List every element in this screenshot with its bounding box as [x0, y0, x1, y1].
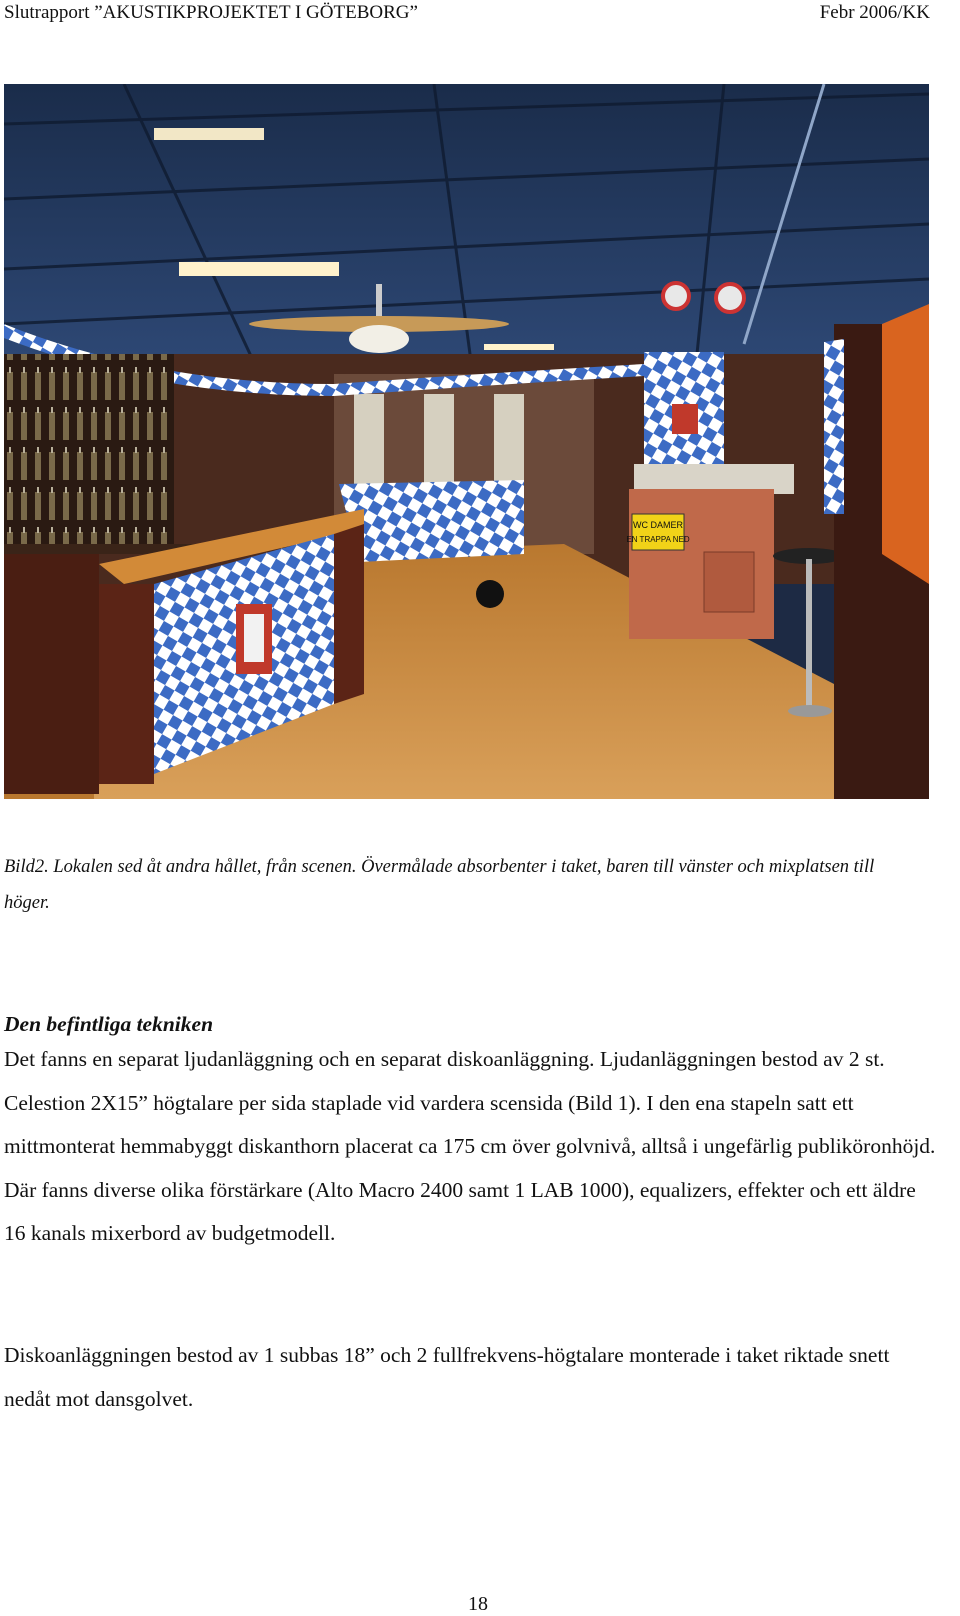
photo-caption: Bild2. Lokalen sed åt andra hållet, från scenen. Övermålade absorbenter i taket, baren till vänster och mixplatsen till höger. — [4, 857, 875, 913]
paragraph-sound-system: Det fanns en separat ljudanläggning och en separat diskoanläggning. Ljudanläggningen bestod av 2 st. Celestion 2X15” högtalare per sida staplade vid vardera scensida (Bild 1). I den ena stapeln satt ett mittmonterat hemmabyggt diskanthorn placerat ca 175 cm över golvnivå, alltså i ungefärlig publiköronhöjd. Där fanns diverse olika förstärkare (Alto Macro 2400 samt 1 LAB 1000), equalizers, effekter och ett äldre 16 kanals mixerbord av budgetmodell. — [4, 1047, 936, 1245]
page-number: 18 — [468, 1593, 488, 1615]
section-existing-tech — [4, 1010, 939, 1256]
wc-sign-line1: WC DAMER — [633, 520, 683, 530]
header-title: Slutrapport ”AKUSTIKPROJEKTET I GÖTEBORG” — [4, 2, 418, 23]
section-title: Den befintliga tekniken — [4, 1012, 214, 1036]
paragraph-disco-system: Diskoanläggningen bestod av 1 subbas 18” och 2 fullfrekvens-högtalare monterade i taket riktade snett nedåt mot dansgolvet. — [4, 1343, 890, 1411]
header-date: Febr 2006/KK — [819, 2, 930, 23]
venue-photo — [4, 84, 929, 799]
wc-sign-line2: EN TRAPPA NED — [626, 535, 690, 544]
